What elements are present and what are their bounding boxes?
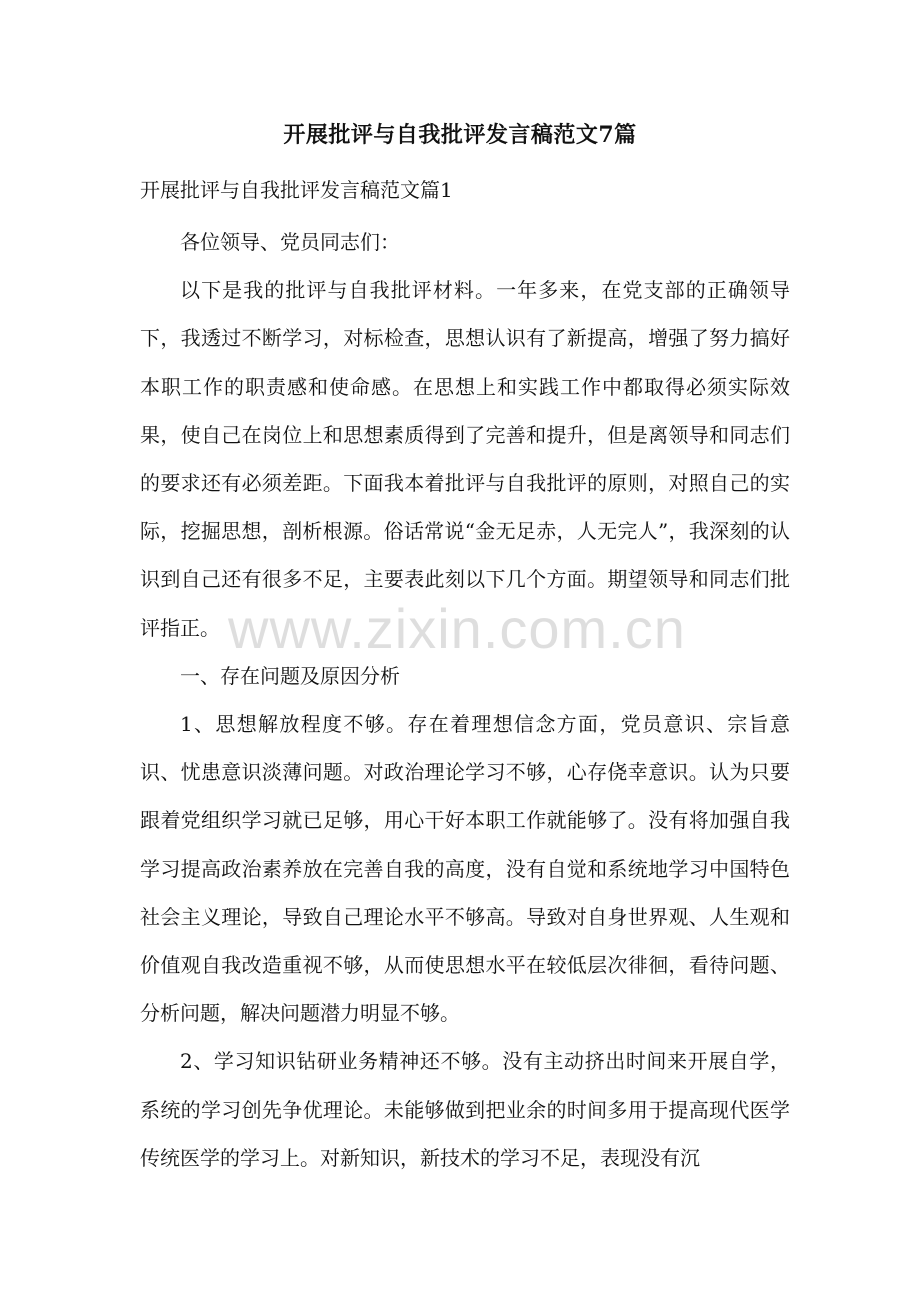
greeting-paragraph: 各位领导、党员同志们： <box>180 230 400 254</box>
body-paragraph: 2、学习知识钻研业务精神还不够。没有主动挤出时间来开展自学，系统的学习创先争优理论。未能够做到把业余的时间多用于提高现代医学传统医学的学习上。对新知识，新技术的学习不足，表现没有沉 <box>140 1049 790 1170</box>
document-body <box>140 218 790 1182</box>
section-heading: 一、存在问题及原因分析 <box>180 663 400 688</box>
intro-paragraph: 以下是我的批评与自我批评材料。一年多来，在党支部的正确领导下，我透过不断学习，对标检查，思想认识有了新提高，增强了努力搞好本职工作的职责感和使命感。在思想上和实践工作中都取得必须实际效果，使自己在岗位上和思想素质得到了完善和提升，但是离领导和同志们的要求还有必须差距。下面我本着批评与自我批评的原则，对照自己的实际，挖掘思想，剖析根源。俗话常说“金无足赤，人无完人”，我深刻的认识到自己还有很多不足，主要表此刻以下几个方面。期望领导和同志们批评指正。 <box>140 278 790 640</box>
document-title: 开展批评与自我批评发言稿范文7篇 <box>283 122 637 148</box>
body-paragraph: 1、思想解放程度不够。存在着理想信念方面，党员意识、宗旨意识、忧患意识淡薄问题。对政治理论学习不够，心存侥幸意识。认为只要跟着党组织学习就已足够，用心干好本职工作就能够了。没有将加强自我学习提高政治素养放在完善自我的高度，没有自觉和系统地学习中国特色社会主义理论，导致自己理论水平不够高。导致对自身世界观、人生观和价值观自我改造重视不够，从而使思想水平在较低层次徘徊，看待问题、分析问题，解决问题潜力明显不够。 <box>140 712 790 1026</box>
document-subtitle: 开展批评与自我批评发言稿范文篇1 <box>140 178 453 202</box>
watermark: www.zixin.com.cn <box>228 597 686 660</box>
